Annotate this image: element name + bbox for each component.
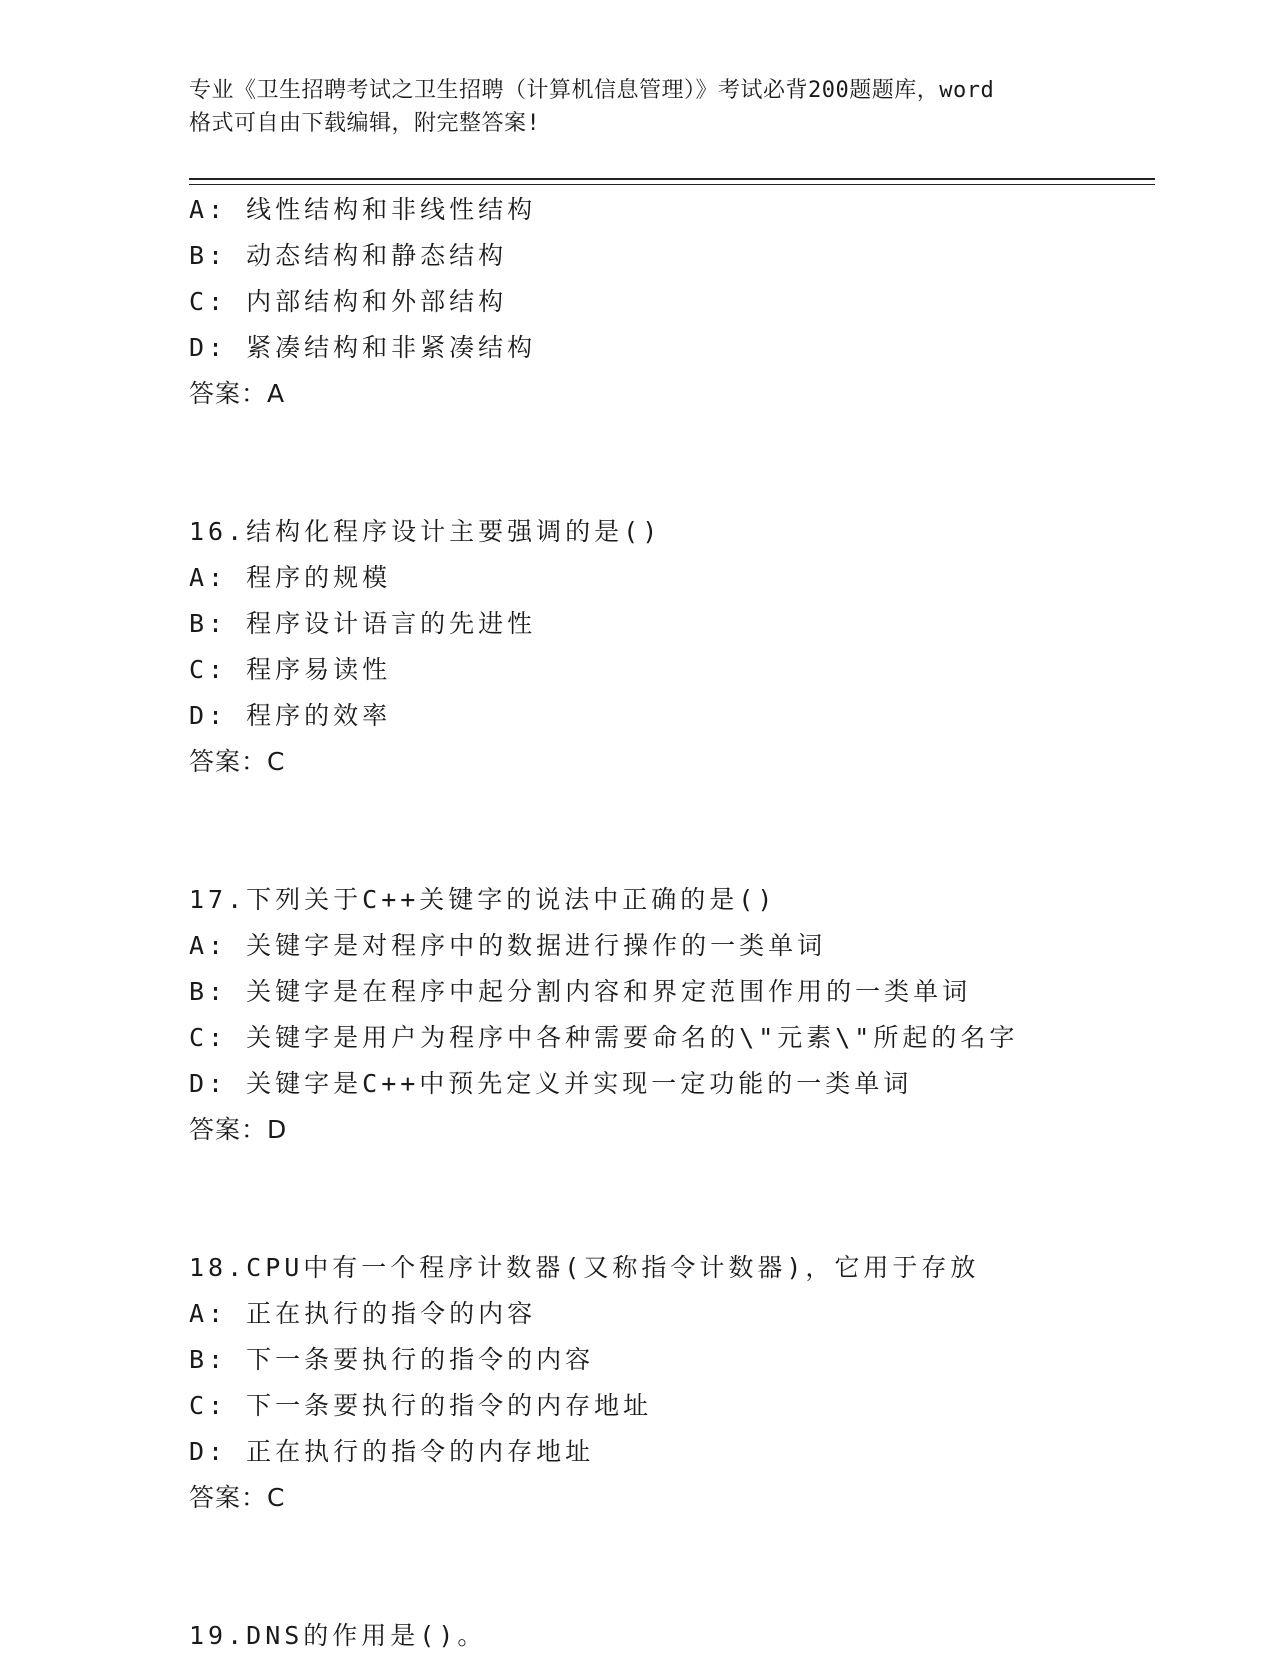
block-spacer — [189, 1521, 1169, 1613]
answer-text: 答案：A — [189, 379, 286, 408]
option-c: C: 内部结构和外部结构 — [189, 287, 508, 316]
option-b: B: 程序设计语言的先进性 — [189, 609, 537, 638]
option-a: A: 程序的规模 — [189, 563, 392, 592]
question-list — [189, 187, 1169, 1659]
block-spacer — [189, 785, 1169, 877]
question-text: 18.CPU中有一个程序计数器(又称指令计数器)，它用于存放 — [189, 1253, 980, 1282]
option-b: B: 下一条要执行的指令的内容 — [189, 1345, 595, 1374]
answer-text: 答案：C — [189, 747, 286, 776]
option-c: C: 程序易读性 — [189, 655, 392, 684]
answer-text: 答案：D — [189, 1115, 288, 1144]
question-text: 19.DNS的作用是()。 — [189, 1621, 487, 1650]
option-a: A: 关键字是对程序中的数据进行操作的一类单词 — [189, 931, 827, 960]
header-divider-thin — [189, 184, 1155, 185]
option-d: D: 正在执行的指令的内存地址 — [189, 1437, 595, 1466]
question-text: 16.结构化程序设计主要强调的是() — [189, 517, 662, 546]
question-block-19 — [189, 1613, 1169, 1659]
question-block-15 — [189, 187, 1169, 417]
option-d: D: 紧凑结构和非紧凑结构 — [189, 333, 537, 362]
header-title-line-2: 格式可自由下载编辑，附完整答案! — [189, 111, 541, 136]
option-b: B: 动态结构和静态结构 — [189, 241, 508, 270]
option-d: D: 程序的效率 — [189, 701, 392, 730]
document-header — [189, 74, 1089, 140]
header-title-line-1: 专业《卫生招聘考试之卫生招聘（计算机信息管理）》考试必背200题题库，word — [189, 78, 995, 103]
option-c: C: 下一条要执行的指令的内存地址 — [189, 1391, 653, 1420]
question-block-16 — [189, 509, 1169, 785]
option-c: C: 关键字是用户为程序中各种需要命名的\"元素\"所起的名字 — [189, 1023, 1019, 1052]
block-spacer — [189, 1153, 1169, 1245]
question-block-18 — [189, 1245, 1169, 1521]
header-divider-thick — [189, 178, 1155, 180]
question-block-17 — [189, 877, 1169, 1153]
question-text: 17.下列关于C++关键字的说法中正确的是() — [189, 885, 777, 914]
block-spacer — [189, 417, 1169, 509]
option-b: B: 关键字是在程序中起分割内容和界定范围作用的一类单词 — [189, 977, 972, 1006]
option-d: D: 关键字是C++中预先定义并实现一定功能的一类单词 — [189, 1069, 913, 1098]
option-a: A: 正在执行的指令的内容 — [189, 1299, 537, 1328]
answer-text: 答案：C — [189, 1483, 286, 1512]
option-a: A: 线性结构和非线性结构 — [189, 195, 537, 224]
